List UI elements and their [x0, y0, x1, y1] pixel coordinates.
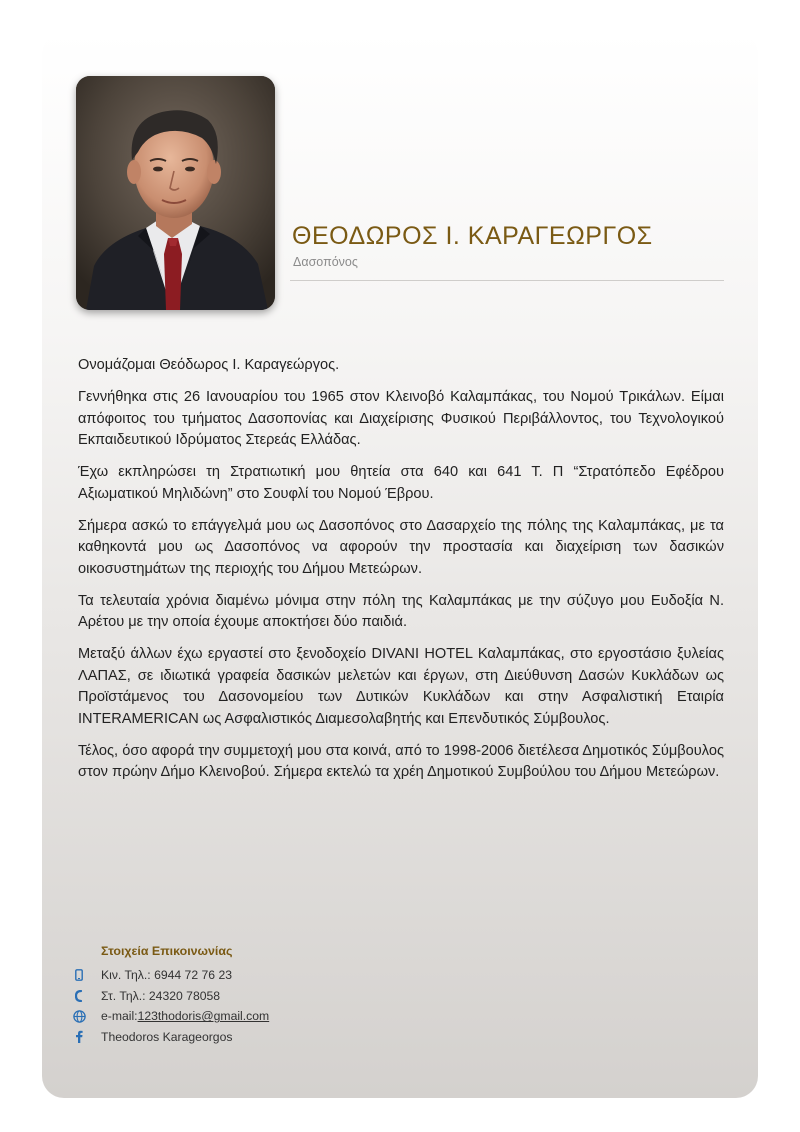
email-link[interactable]: 123thodoris@gmail.com	[137, 1009, 270, 1024]
contact-facebook-row	[70, 1027, 370, 1048]
bio-paragraph: Μεταξύ άλλων έχω εργαστεί στο ξενοδοχείο DIVANI HOTEL Καλαμπάκας, στο εργοστάσιο ξυλείας ΛΑΠΑΣ, σε ιδιωτικά γραφεία δασικών μελετών και έργων, στη Διεύθυνση Δασών Κυκλάδων ως Προϊστάμενος του Δασονομείου των Δυτικών Κυκλάδων και στην Ασφαλιστική Εταιρία INTERAMERICAN ως Ασφαλιστικός Διαμεσολαβητής και Επενδυτικός Σύμβουλος.	[78, 646, 724, 727]
bio-paragraph: Έχω εκπληρώσει τη Στρατιωτική μου θητεία στα 640 και 641 Τ. Π “Στρατόπεδο Εφέδρου Αξιωματικού Μηλιδώνη” στο Σουφλί του Νομού Έβρου.	[78, 464, 724, 502]
contact-mobile-row	[70, 965, 370, 986]
biography	[78, 355, 724, 794]
facebook-profile-link[interactable]: Theodoros Karageorgos	[101, 1029, 233, 1044]
bio-paragraph: Σήμερα ασκώ το επάγγελμά μου ως Δασοπόνος στο Δασαρχείο της πόλης της Καλαμπάκας, με τα καθηκοντά μου ως Δασοπόνος να αφορούν την προστασία και διαχείριση των δασικών οικοσυστημάτων της περιοχής του Δήμου Μετεώρων.	[78, 517, 724, 577]
bio-paragraph: Τα τελευταία χρόνια διαμένω μόνιμα στην πόλη της Καλαμπάκας με την σύζυγο μου Ευδοξία Ν. Αρέτου με την οποία έχουμε αποκτήσει δύο παιδιά.	[78, 592, 724, 630]
contact-mobile: Κιν. Τηλ.: 6944 72 76 23	[101, 968, 233, 983]
contact-email-row	[70, 1006, 370, 1027]
globe-icon	[70, 1009, 88, 1023]
phone-icon	[70, 989, 88, 1003]
bio-paragraph: Ονομάζομαι Θεόδωρος Ι. Καραγεώργος.	[78, 357, 340, 373]
email-prefix: e-mail:	[101, 1009, 138, 1024]
bio-paragraph: Γεννήθηκα στις 26 Ιανουαρίου του 1965 στον Κλεινοβό Καλαμπάκας, του Νομού Τρικάλων. Είμαι απόφοιτος του τμήματος Δασοπονίας και Διαχείρισης Φυσικού Περιβάλλοντος, του Τεχνολογικού Εκπαιδευτικού Ιδρύματος Στερεάς Ελλάδας.	[78, 389, 724, 448]
contact-phone: Στ. Τηλ.: 24320 78058	[101, 988, 221, 1003]
contact-section	[70, 944, 370, 1047]
contact-phone-row	[70, 986, 370, 1007]
bio-paragraph: Τέλος, όσο αφορά την συμμετοχή μου στα κοινά, από το 1998-2006 διετέλεσα Δημοτικός Σύμβουλος στον πρώην Δήμο Κλεινοβού. Σήμερα εκτελώ τα χρέη Δημοτικού Συμβούλου του Δήμου Μετεώρων.	[78, 742, 724, 780]
profile-role: Δασοπόνος	[293, 255, 358, 269]
header-divider	[290, 280, 724, 281]
profile-photo	[76, 76, 275, 310]
mobile-phone-icon	[70, 968, 88, 982]
portrait-illustration	[76, 76, 275, 310]
facebook-icon[interactable]	[70, 1030, 88, 1044]
profile-name: ΘΕΟΔΩΡΟΣ Ι. ΚΑΡΑΓΕΩΡΓΟΣ	[292, 222, 653, 250]
contact-title: Στοιχεία Επικοινωνίας	[101, 944, 233, 958]
